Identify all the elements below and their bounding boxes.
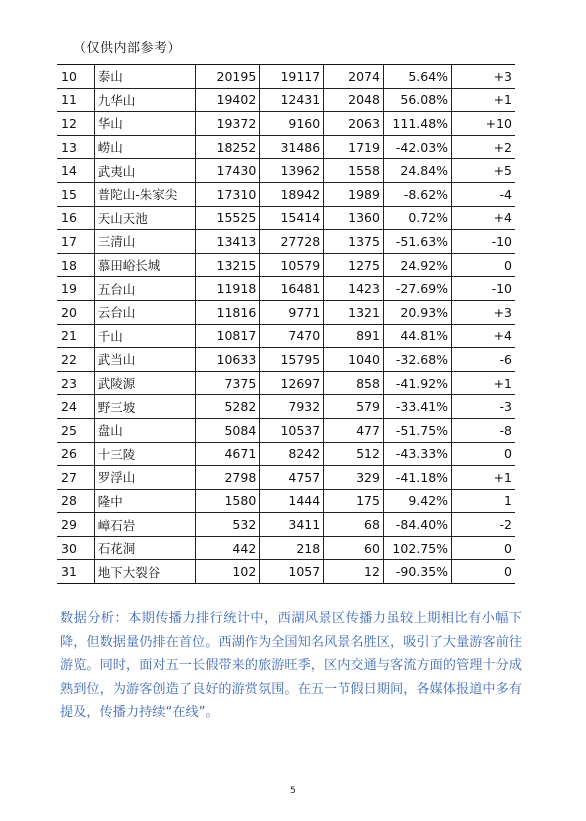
percent-change-cell: -41.18% <box>383 466 451 490</box>
rank-change-cell: 0 <box>452 560 515 584</box>
percent-change-cell: -51.63% <box>383 230 451 254</box>
value-c-cell: 1321 <box>324 300 384 324</box>
percent-change-cell: 111.48% <box>383 112 451 136</box>
rank-change-cell: -3 <box>452 395 515 419</box>
rank-cell: 17 <box>57 230 94 254</box>
percent-change-cell: 20.93% <box>383 300 451 324</box>
rank-change-cell: +2 <box>452 135 515 159</box>
value-c-cell: 1558 <box>324 159 384 183</box>
value-c-cell: 858 <box>324 371 384 395</box>
rank-change-cell: +3 <box>452 65 515 89</box>
table-row <box>57 395 515 419</box>
value-a-cell: 11918 <box>196 277 260 301</box>
value-a-cell: 18252 <box>196 135 260 159</box>
name-cell: 天山天池 <box>94 206 196 230</box>
table-row <box>57 159 515 183</box>
value-c-cell: 2063 <box>324 112 384 136</box>
table-row <box>57 206 515 230</box>
percent-change-cell: 5.64% <box>383 65 451 89</box>
rank-cell: 14 <box>57 159 94 183</box>
table-row <box>57 371 515 395</box>
percent-change-cell: -41.92% <box>383 371 451 395</box>
rank-change-cell: 1 <box>452 489 515 513</box>
rank-change-cell: +1 <box>452 371 515 395</box>
rank-change-cell: +3 <box>452 300 515 324</box>
table-row <box>57 182 515 206</box>
value-b-cell: 18942 <box>260 182 324 206</box>
ranking-table <box>57 64 515 584</box>
table-row <box>57 513 515 537</box>
percent-change-cell: 56.08% <box>383 88 451 112</box>
name-cell: 罗浮山 <box>94 466 196 490</box>
name-cell: 九华山 <box>94 88 196 112</box>
rank-change-cell: -4 <box>452 182 515 206</box>
value-a-cell: 442 <box>196 536 260 560</box>
value-c-cell: 1040 <box>324 348 384 372</box>
rank-cell: 10 <box>57 65 94 89</box>
rank-change-cell: -10 <box>452 277 515 301</box>
rank-change-cell: 0 <box>452 253 515 277</box>
percent-change-cell: -90.35% <box>383 560 451 584</box>
value-c-cell: 68 <box>324 513 384 537</box>
value-a-cell: 15525 <box>196 206 260 230</box>
value-b-cell: 15414 <box>260 206 324 230</box>
value-a-cell: 13215 <box>196 253 260 277</box>
percent-change-cell: -33.41% <box>383 395 451 419</box>
value-b-cell: 7470 <box>260 324 324 348</box>
value-b-cell: 10579 <box>260 253 324 277</box>
value-c-cell: 329 <box>324 466 384 490</box>
rank-change-cell: +4 <box>452 324 515 348</box>
rank-cell: 15 <box>57 182 94 206</box>
value-a-cell: 11816 <box>196 300 260 324</box>
name-cell: 泰山 <box>94 65 196 89</box>
rank-cell: 29 <box>57 513 94 537</box>
rank-change-cell: 0 <box>452 536 515 560</box>
table-row <box>57 560 515 584</box>
table-row <box>57 277 515 301</box>
rank-cell: 27 <box>57 466 94 490</box>
table-row <box>57 324 515 348</box>
name-cell: 武当山 <box>94 348 196 372</box>
value-c-cell: 477 <box>324 418 384 442</box>
value-c-cell: 579 <box>324 395 384 419</box>
value-a-cell: 20195 <box>196 65 260 89</box>
name-cell: 嶂石岩 <box>94 513 196 537</box>
rank-cell: 23 <box>57 371 94 395</box>
rank-cell: 12 <box>57 112 94 136</box>
rank-change-cell: +1 <box>452 88 515 112</box>
value-b-cell: 7932 <box>260 395 324 419</box>
table-row <box>57 466 515 490</box>
rank-change-cell: +10 <box>452 112 515 136</box>
value-b-cell: 1444 <box>260 489 324 513</box>
percent-change-cell: -8.62% <box>383 182 451 206</box>
value-b-cell: 12697 <box>260 371 324 395</box>
name-cell: 盘山 <box>94 418 196 442</box>
name-cell: 武夷山 <box>94 159 196 183</box>
value-b-cell: 19117 <box>260 65 324 89</box>
value-b-cell: 4757 <box>260 466 324 490</box>
value-c-cell: 2074 <box>324 65 384 89</box>
data-analysis-paragraph: 数据分析：本期传播力排行统计中，西湖风景区传播力虽较上期相比有小幅下降，但数据量仍排在首位。西湖作为全国知名风景名胜区，吸引了大量游客前往游览。同时，面对五一长假带来的旅游旺季，区内交通与客流方面的管理十分成熟到位，为游客创造了良好的游赏氛围。在五一节假日期间，各媒体报道中多有提及，传播力持续“在线”。 <box>60 611 522 720</box>
name-cell: 云台山 <box>94 300 196 324</box>
percent-change-cell: 24.84% <box>383 159 451 183</box>
value-a-cell: 10633 <box>196 348 260 372</box>
name-cell: 五台山 <box>94 277 196 301</box>
name-cell: 普陀山-朱家尖 <box>94 182 196 206</box>
ranking-table-body <box>57 65 515 584</box>
rank-cell: 11 <box>57 88 94 112</box>
rank-change-cell: -8 <box>452 418 515 442</box>
value-a-cell: 19372 <box>196 112 260 136</box>
value-a-cell: 17430 <box>196 159 260 183</box>
name-cell: 武陵源 <box>94 371 196 395</box>
value-b-cell: 27728 <box>260 230 324 254</box>
value-b-cell: 218 <box>260 536 324 560</box>
table-row <box>57 88 515 112</box>
value-a-cell: 102 <box>196 560 260 584</box>
value-c-cell: 891 <box>324 324 384 348</box>
rank-change-cell: -6 <box>452 348 515 372</box>
page-number: 5 <box>290 786 296 796</box>
name-cell: 三清山 <box>94 230 196 254</box>
value-c-cell: 2048 <box>324 88 384 112</box>
value-b-cell: 9771 <box>260 300 324 324</box>
table-row <box>57 489 515 513</box>
table-row <box>57 348 515 372</box>
rank-cell: 13 <box>57 135 94 159</box>
percent-change-cell: -43.33% <box>383 442 451 466</box>
value-a-cell: 532 <box>196 513 260 537</box>
percent-change-cell: -51.75% <box>383 418 451 442</box>
value-c-cell: 1375 <box>324 230 384 254</box>
value-a-cell: 5084 <box>196 418 260 442</box>
percent-change-cell: 102.75% <box>383 536 451 560</box>
value-b-cell: 9160 <box>260 112 324 136</box>
rank-cell: 18 <box>57 253 94 277</box>
rank-cell: 30 <box>57 536 94 560</box>
value-b-cell: 3411 <box>260 513 324 537</box>
rank-cell: 31 <box>57 560 94 584</box>
name-cell: 华山 <box>94 112 196 136</box>
rank-change-cell: -10 <box>452 230 515 254</box>
value-c-cell: 60 <box>324 536 384 560</box>
value-a-cell: 19402 <box>196 88 260 112</box>
rank-change-cell: +1 <box>452 466 515 490</box>
rank-cell: 22 <box>57 348 94 372</box>
rank-cell: 26 <box>57 442 94 466</box>
value-b-cell: 31486 <box>260 135 324 159</box>
value-a-cell: 4671 <box>196 442 260 466</box>
table-row <box>57 300 515 324</box>
percent-change-cell: -42.03% <box>383 135 451 159</box>
rank-cell: 19 <box>57 277 94 301</box>
percent-change-cell: 9.42% <box>383 489 451 513</box>
value-b-cell: 8242 <box>260 442 324 466</box>
percent-change-cell: -84.40% <box>383 513 451 537</box>
rank-cell: 28 <box>57 489 94 513</box>
value-a-cell: 5282 <box>196 395 260 419</box>
percent-change-cell: 44.81% <box>383 324 451 348</box>
percent-change-cell: -27.69% <box>383 277 451 301</box>
rank-cell: 25 <box>57 418 94 442</box>
rank-cell: 20 <box>57 300 94 324</box>
value-c-cell: 1275 <box>324 253 384 277</box>
table-row <box>57 135 515 159</box>
header-note: （仅供内部参考） <box>73 41 182 56</box>
value-b-cell: 1057 <box>260 560 324 584</box>
value-a-cell: 7375 <box>196 371 260 395</box>
rank-change-cell: +5 <box>452 159 515 183</box>
name-cell: 崂山 <box>94 135 196 159</box>
value-b-cell: 16481 <box>260 277 324 301</box>
value-a-cell: 1580 <box>196 489 260 513</box>
value-b-cell: 10537 <box>260 418 324 442</box>
rank-cell: 24 <box>57 395 94 419</box>
percent-change-cell: 0.72% <box>383 206 451 230</box>
value-c-cell: 1423 <box>324 277 384 301</box>
value-c-cell: 175 <box>324 489 384 513</box>
value-c-cell: 1989 <box>324 182 384 206</box>
rank-cell: 16 <box>57 206 94 230</box>
table-row <box>57 536 515 560</box>
percent-change-cell: -32.68% <box>383 348 451 372</box>
name-cell: 石花洞 <box>94 536 196 560</box>
value-c-cell: 1719 <box>324 135 384 159</box>
value-a-cell: 2798 <box>196 466 260 490</box>
value-a-cell: 13413 <box>196 230 260 254</box>
value-b-cell: 12431 <box>260 88 324 112</box>
rank-change-cell: 0 <box>452 442 515 466</box>
value-c-cell: 512 <box>324 442 384 466</box>
rank-cell: 21 <box>57 324 94 348</box>
rank-change-cell: -2 <box>452 513 515 537</box>
table-row <box>57 112 515 136</box>
percent-change-cell: 24.92% <box>383 253 451 277</box>
name-cell: 野三坡 <box>94 395 196 419</box>
name-cell: 千山 <box>94 324 196 348</box>
value-a-cell: 17310 <box>196 182 260 206</box>
table-row <box>57 253 515 277</box>
name-cell: 十三陵 <box>94 442 196 466</box>
name-cell: 隆中 <box>94 489 196 513</box>
value-b-cell: 15795 <box>260 348 324 372</box>
rank-change-cell: +4 <box>452 206 515 230</box>
value-c-cell: 12 <box>324 560 384 584</box>
table-row <box>57 442 515 466</box>
name-cell: 慕田峪长城 <box>94 253 196 277</box>
table-row <box>57 230 515 254</box>
name-cell: 地下大裂谷 <box>94 560 196 584</box>
table-row <box>57 65 515 89</box>
value-a-cell: 10817 <box>196 324 260 348</box>
table-row <box>57 418 515 442</box>
value-b-cell: 13962 <box>260 159 324 183</box>
value-c-cell: 1360 <box>324 206 384 230</box>
